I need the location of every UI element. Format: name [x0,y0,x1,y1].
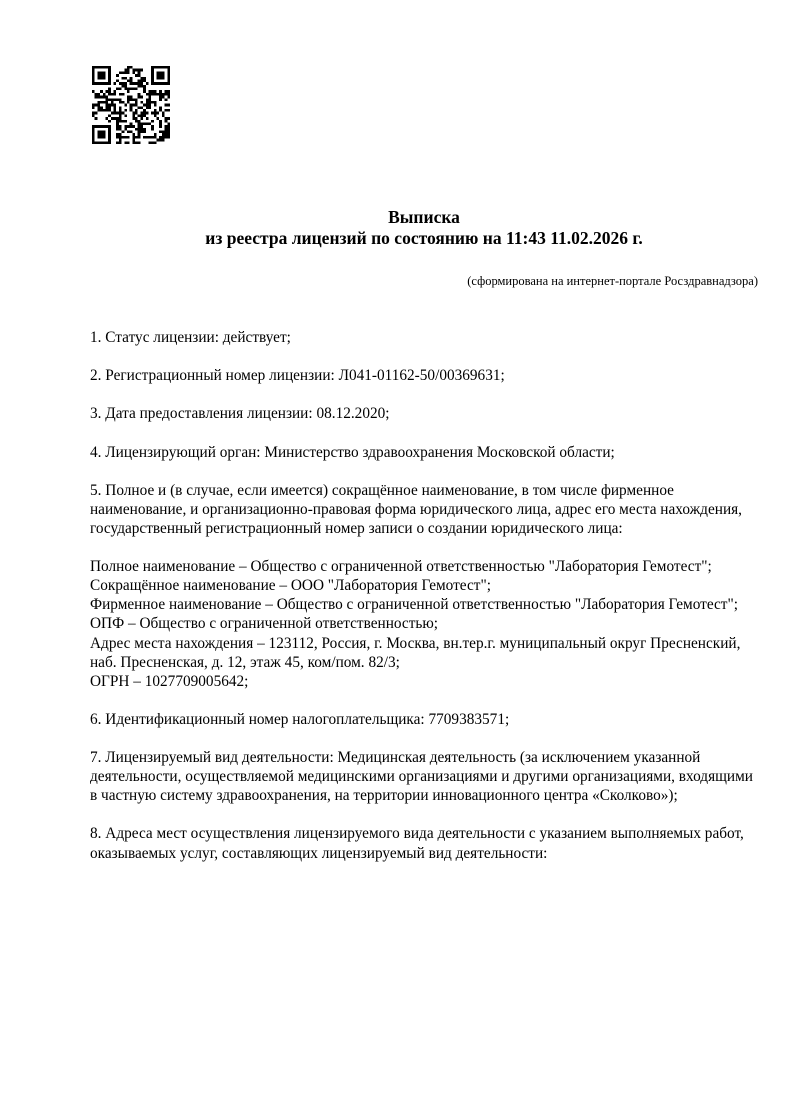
document-body [90,328,758,863]
item-6-taxpayer-number: 6. Идентификационный номер налогоплательщика: 7709383571; [90,710,510,728]
org-brand-name: Фирменное наименование – Общество с ограниченной ответственностью "Лаборатория Гемотест"; [90,596,738,614]
document-title [90,207,758,249]
item-2-registration-number: 2. Регистрационный номер лицензии: Л041-01162-50/00369631; [90,367,505,385]
organization-details-block [90,557,758,691]
document-subtitle: (сформирована на интернет-портале Росздравнадзора) [467,274,758,288]
item-1-license-status: 1. Статус лицензии: действует; [90,329,291,346]
org-short-name: Сокращённое наименование – ООО "Лаборатория Гемотест"; [90,577,491,595]
item-4-licensing-authority: 4. Лицензирующий орган: Министерство здравоохранения Московской области; [90,443,615,461]
org-address: Адрес места нахождения – 123112, Россия, г. Москва, вн.тер.г. муниципальный округ Пресненский, наб. Пресненская, д. 12, этаж 45, ком/пом. 82/3; [90,634,741,671]
item-5-names-heading: 5. Полное и (в случае, если имеется) сокращённое наименование, в том числе фирменное наименование, и организационно-правовая форма юридического лица, адрес его места нахождения, государственный регистрационный номер записи о создании юридического лица: [90,481,742,537]
org-ogrn: ОГРН – 1027709005642; [90,672,249,690]
item-7-licensed-activity: 7. Лицензируемый вид деятельности: Медицинская деятельность (за исключением указанной деятельности, осуществляемой медицинскими организациями и другими организациями, входящими в частную систему здравоохранения, на территории инновационного центра «Сколково»); [90,749,753,805]
org-full-name: Полное наименование – Общество с ограниченной ответственностью "Лаборатория Гемотест"; [90,558,712,576]
title-line-2: из реестра лицензий по состоянию на 11:43 11.02.2026 г. [205,228,643,248]
org-legal-form: ОПФ – Общество с ограниченной ответственностью; [90,615,439,633]
qr-code-icon [92,66,170,144]
license-extract-page [0,66,789,1118]
title-line-1: Выписка [388,207,460,227]
item-3-grant-date: 3. Дата предоставления лицензии: 08.12.2020; [90,405,390,423]
item-8-activity-addresses: 8. Адреса мест осуществления лицензируемого вида деятельности с указанием выполняемых работ, оказываемых услуг, составляющих лицензируемый вид деятельности: [90,825,744,862]
